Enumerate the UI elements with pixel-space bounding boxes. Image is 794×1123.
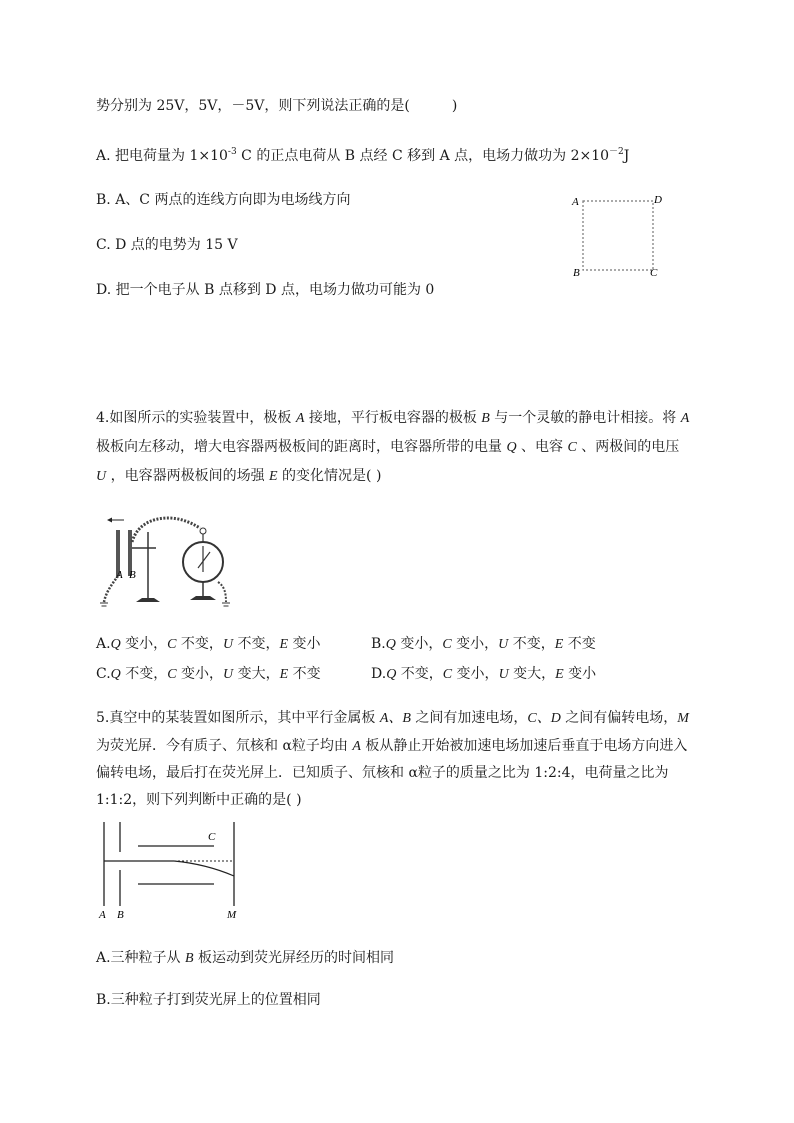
var: C bbox=[442, 667, 453, 682]
text: 变小， bbox=[451, 636, 499, 652]
q4-ground-wire-right bbox=[218, 582, 226, 602]
q3-option-b: B. A、C 两点的连线方向即为电场线方向 bbox=[96, 192, 351, 208]
q3-label-b: B bbox=[573, 267, 580, 279]
q3-option-a-exponent2: －2 bbox=[609, 147, 624, 157]
var: Q bbox=[110, 637, 121, 652]
text: 为荧光屏．今有质子、氘核和 α粒子均由 bbox=[96, 738, 353, 754]
text: 板运动到荧光屏经历的时间相同 bbox=[193, 950, 395, 966]
q5-label-m: M bbox=[227, 909, 237, 921]
var: A、B bbox=[379, 711, 411, 726]
text: 变小， bbox=[120, 636, 168, 652]
text: 之间有加速电场， bbox=[410, 710, 528, 726]
text: 之间有偏转电场， bbox=[560, 710, 678, 726]
q5-label-c: C bbox=[208, 831, 216, 843]
q4-var-b: B bbox=[481, 411, 490, 426]
q5-label-a: A bbox=[99, 909, 106, 921]
var: U bbox=[498, 637, 509, 652]
q4-text: 、两极间的电压 bbox=[576, 439, 680, 455]
q4-option-c bbox=[96, 664, 321, 685]
q4-electrometer-base bbox=[190, 596, 216, 600]
text: 不变， bbox=[176, 636, 223, 652]
q5-option-b: B.三种粒子打到荧光屏上的位置相同 bbox=[96, 992, 321, 1008]
q4-text: 的变化情况是( ) bbox=[277, 468, 382, 484]
text: 变小， bbox=[395, 636, 443, 652]
var: C bbox=[167, 667, 177, 682]
q3-option-c: C. D 点的电势为 15 V bbox=[96, 237, 238, 253]
q5-deflection-figure bbox=[96, 820, 246, 922]
q4-arrow-head bbox=[107, 518, 112, 523]
opt-letter: D. bbox=[371, 666, 387, 682]
q4-stem-line1 bbox=[96, 408, 689, 429]
q4-coiled-wire bbox=[132, 518, 200, 542]
q3-option-a-post: J bbox=[623, 148, 630, 164]
var: E bbox=[554, 637, 564, 652]
q4-text: 4.如图所示的实验装置中，极板 bbox=[96, 410, 296, 426]
var: C bbox=[442, 637, 452, 652]
var: Q bbox=[110, 667, 121, 682]
q4-option-d bbox=[371, 664, 596, 685]
q4-label-a: A bbox=[116, 569, 123, 581]
q3-square-figure bbox=[570, 190, 670, 280]
var: U bbox=[223, 667, 234, 682]
text: 变小， bbox=[176, 666, 224, 682]
var: M bbox=[677, 711, 689, 726]
q3-option-a bbox=[96, 142, 629, 166]
text: 变小 bbox=[563, 666, 597, 682]
text: 变小 bbox=[288, 636, 321, 652]
q4-text: 、电容 bbox=[516, 439, 568, 455]
q4-option-a bbox=[96, 634, 321, 655]
q4-label-b: B bbox=[129, 569, 136, 581]
q4-var-a: A bbox=[680, 411, 690, 426]
q3-label-d: D bbox=[654, 194, 662, 206]
q5-trajectory bbox=[174, 861, 234, 876]
q3-label-a: A bbox=[572, 196, 579, 208]
q5-stem-line1 bbox=[96, 708, 689, 729]
text: 变大， bbox=[233, 666, 280, 682]
q3-option-a-mid: C 的正点电荷从 B 点经 C 移到 A 点，电场力做功为 2×10 bbox=[236, 148, 610, 164]
q4-text: ，电容器两极板间的场强 bbox=[106, 468, 270, 484]
q3-label-c: C bbox=[650, 267, 658, 279]
text: 不变， bbox=[233, 636, 280, 652]
text: 不变 bbox=[288, 666, 321, 682]
text: 不变 bbox=[563, 636, 596, 652]
var: E bbox=[279, 637, 289, 652]
text: 不变， bbox=[508, 636, 555, 652]
text: 5.真空中的某装置如图所示，其中平行金属板 bbox=[96, 710, 380, 726]
q5-label-b: B bbox=[117, 909, 124, 921]
q4-var-q: Q bbox=[506, 440, 517, 455]
text: 变小， bbox=[452, 666, 499, 682]
opt-letter: B. bbox=[371, 636, 386, 652]
q4-option-b bbox=[371, 634, 596, 655]
q4-stem-line3 bbox=[96, 466, 381, 487]
q4-var-u: U bbox=[96, 469, 107, 484]
q5-option-a bbox=[96, 948, 394, 969]
var: E bbox=[279, 667, 289, 682]
q4-var-a: A bbox=[295, 411, 305, 426]
q4-stand-base bbox=[136, 598, 160, 602]
q3-option-a-pre: A. 把电荷量为 1×10 bbox=[96, 148, 228, 164]
var: C、D bbox=[527, 711, 561, 726]
q4-text: 接地，平行板电容器的极板 bbox=[304, 410, 482, 426]
var: E bbox=[555, 667, 564, 682]
var: Q bbox=[385, 637, 396, 652]
q5-stem-line3: 偏转电场，最后打在荧光屏上．已知质子、氘核和 α粒子的质量之比为 1:2:4，电荷量之比为 bbox=[96, 765, 669, 781]
q4-electrometer-figure bbox=[98, 512, 248, 612]
q3-square-outline bbox=[583, 201, 653, 270]
var: U bbox=[222, 637, 234, 652]
text: 板从静止开始被加速电场加速后垂直于电场方向进入 bbox=[360, 738, 688, 754]
q4-var-e: E bbox=[269, 469, 278, 484]
text: 不变， bbox=[120, 666, 168, 682]
var: U bbox=[498, 667, 509, 682]
var: A bbox=[352, 739, 361, 754]
var: B bbox=[185, 951, 194, 966]
text: 不变， bbox=[396, 666, 443, 682]
q5-stem-line4: 1:1:2，则下列判断中正确的是( ) bbox=[96, 792, 302, 808]
q4-text: 与一个灵敏的静电计相接。将 bbox=[489, 410, 681, 426]
opt-letter: A. bbox=[96, 636, 111, 652]
q3-option-a-exponent: -3 bbox=[227, 147, 237, 157]
var: Q bbox=[386, 667, 397, 682]
q3-option-d: D. 把一个电子从 B 点移到 D 点，电场力做功可能为 0 bbox=[96, 282, 435, 298]
q4-var-c: C bbox=[567, 440, 577, 455]
text: A.三种粒子从 bbox=[96, 950, 186, 966]
q3-stem-tail: 势分别为 25V，5V，－5V，则下列说法正确的是( ) bbox=[96, 98, 458, 114]
q4-electrometer-knob bbox=[200, 528, 206, 534]
q4-stem-line2 bbox=[96, 437, 679, 458]
q5-stem-line2 bbox=[96, 736, 687, 757]
q4-text: 极板向左移动，增大电容器两极板间的距离时，电容器所带的电量 bbox=[96, 439, 507, 455]
q4-electrometer-pointer bbox=[198, 552, 210, 568]
opt-letter: C. bbox=[96, 666, 111, 682]
var: C bbox=[167, 637, 177, 652]
text: 变大， bbox=[508, 666, 556, 682]
